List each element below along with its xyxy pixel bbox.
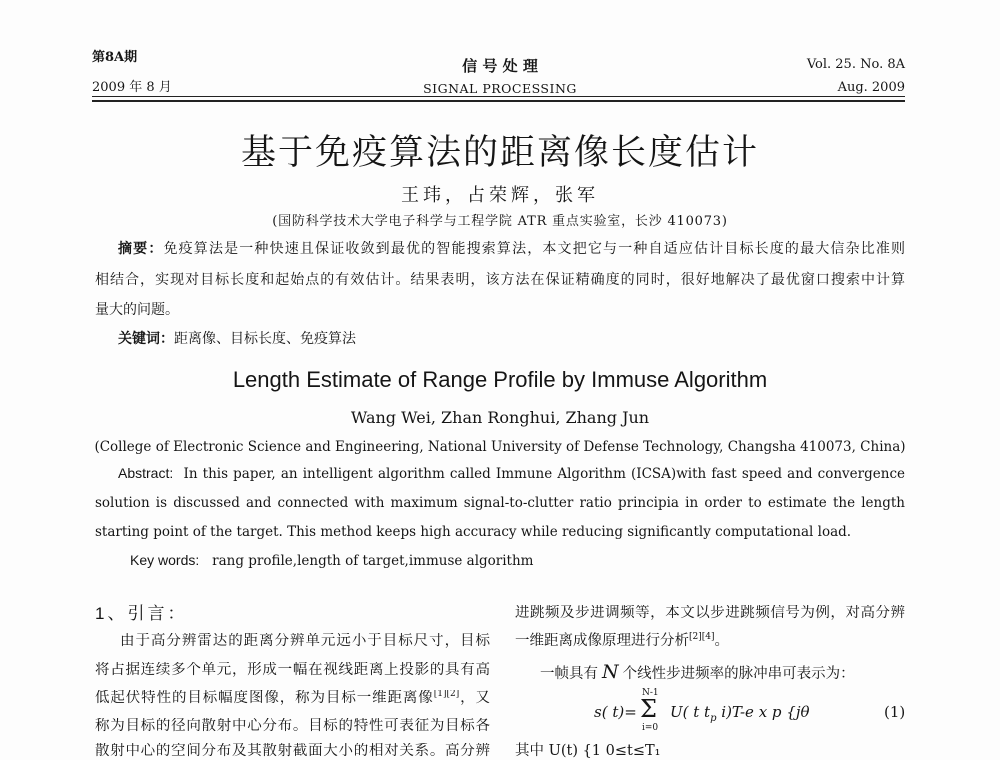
equation-body (670, 703, 810, 724)
section-heading: 1、引言： (95, 604, 188, 623)
header-rule-bottom (92, 100, 905, 102)
keywords-cn-text: 距离像、目标长度、免疫算法 (174, 331, 356, 347)
affiliation-en: (College of Electronic Science and Engineering, National University of Defense Technology, Changsha 410073, China) (94, 439, 906, 455)
journal-name-en: SIGNAL PROCESSING (423, 81, 577, 96)
body-text-line: 称为目标的径向散射中心分布。目标的特性可表征为目标各 (95, 718, 490, 734)
keywords-cn-label: 关键词： (118, 331, 174, 347)
body-text-line: 散射中心的空间分布及其散射截面大小的相对关系。高分辨 (95, 743, 490, 759)
authors-en: Wang Wei, Zhan Ronghui, Zhang Jun (350, 408, 650, 427)
abstract-cn-line: 相结合，实现对目标长度和起始点的有效估计。结果表明，该方法在保证精确度的同时，很好地解决了最优窗口搜索中计算 (95, 272, 905, 288)
authors-cn: 王玮，占荣辉，张军 (401, 185, 599, 206)
keywords-en (130, 550, 533, 571)
sum-lower-limit: i=0 (642, 723, 659, 733)
body-text-line (540, 661, 855, 683)
paper-title-cn: 基于免疫算法的距离像长度估计 (240, 133, 759, 173)
journal-name-cn: 信 号 处 理 (462, 57, 538, 75)
citation: [1][2] (433, 690, 460, 700)
issue-number: 第8A期 (92, 50, 138, 65)
keywords-cn (118, 329, 356, 349)
equation-lhs: s( t)= (594, 703, 637, 721)
citation: [2][4] (689, 632, 715, 643)
abstract-en-line (118, 463, 905, 483)
issue-month-en: Aug. 2009 (837, 80, 905, 95)
equation-number: (1) (884, 703, 906, 721)
body-text-line (515, 633, 729, 650)
body-text-line (95, 690, 490, 707)
body-text: ，又 (459, 690, 490, 706)
body-text-line: 将占据连续多个单元，形成一幅在视线距离上投影的具有高 (95, 662, 490, 678)
math-variable: N (602, 661, 619, 683)
keywords-en-text: rang profile,length of target,immuse algorithm (212, 553, 534, 569)
equation-subscript: p (710, 713, 717, 724)
affiliation-cn: (国防科学技术大学电子科学与工程学院 ATR 重点实验室，长沙 410073) (272, 214, 728, 229)
equation-term: i)T-e x p {jθ (716, 703, 810, 721)
abstract-en-line: starting point of the target. This method keeps high accuracy while reducing significantly computational load. (95, 524, 852, 540)
abstract-en-line: solution is discussed and connected with maximum signal-to-clutter ratio principia in order to estimate the length (95, 495, 905, 511)
body-text: 一帧具有 (540, 666, 598, 682)
keywords-en-label: Key words: (130, 552, 200, 568)
body-text: 个线性步进频率的脉冲串可表示为： (622, 666, 855, 682)
abstract-cn-line (118, 239, 905, 259)
body-text: 一维距离成像原理进行分析 (515, 633, 689, 649)
body-text-line: 进跳频及步进调频等，本文以步进跳频信号为例，对高分辨 (515, 605, 905, 621)
abstract-en-text: In this paper, an intelligent algorithm called Immune Algorithm (ICSA)with fast speed and convergence (183, 466, 905, 482)
sum-upper-limit: N-1 (642, 688, 659, 698)
sum-symbol: Σ (640, 695, 657, 723)
body-text: 。 (714, 633, 729, 649)
body-text-line: 其中 U(t) {1 0≤t≤T₁ (515, 743, 661, 759)
paper-title-en: Length Estimate of Range Profile by Immuse Algorithm (232, 367, 768, 392)
header-rule-top (92, 96, 905, 97)
equation-term: U( t t (670, 703, 711, 721)
body-text-line: 由于高分辨雷达的距离分辨单元远小于目标尺寸，目标 (120, 633, 490, 649)
abstract-cn-line: 量大的问题。 (95, 302, 179, 318)
abstract-en-label: Abstract: (118, 465, 174, 481)
issue-date: 2009 年 8 月 (92, 80, 172, 95)
abstract-cn-label: 摘要： (118, 241, 164, 257)
abstract-cn-text: 免疫算法是一种快速且保证收敛到最优的智能搜索算法，本文把它与一种自适应估计目标长度的最大信杂比准则 (163, 241, 905, 257)
body-text: 低起伏特性的目标幅度图像，称为目标一维距离像 (95, 690, 434, 706)
volume-number: Vol. 25. No. 8A (806, 57, 905, 72)
